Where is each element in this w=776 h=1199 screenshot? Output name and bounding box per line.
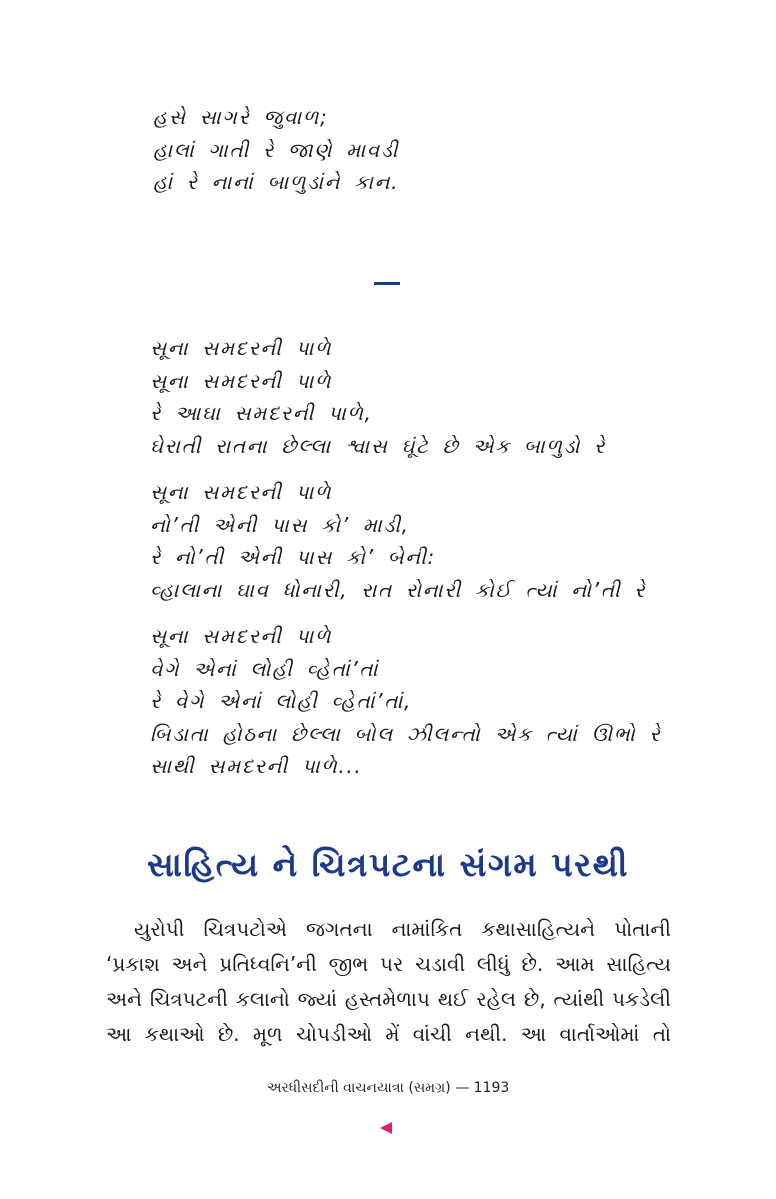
body-paragraph — [106, 912, 671, 1052]
paragraph-line: ‘પ્રકાશ અને પ્રતિધ્વનિ’ની જીભ પર ચડાવી લીધું છે. આમ સાહિત્ય — [106, 952, 671, 976]
section-heading: સાહિત્ય ને ચિત્રપટના સંગમ પરથી — [147, 845, 629, 884]
poem-line: બિડાતા હોઠના છેલ્લા બોલ ઝીલન્તો એક ત્યાં ઊભો રે — [150, 721, 662, 746]
poem-line: રે નો’તી એની પાસ કો’ બેની: — [150, 545, 436, 569]
poem-stanza-2 — [150, 476, 646, 606]
poem-stanza-3 — [150, 620, 661, 783]
footer-separator: — — [455, 1080, 470, 1096]
poem-line: રે વેગે એનાં લોહી વ્હેતાં’તાં, — [150, 689, 412, 713]
section-divider — [374, 282, 400, 285]
poem-line: સૂના સમદરની પાળે — [150, 368, 333, 393]
paragraph-line: આ કથાઓ છે. મૂળ ચોપડીઓ મેં વાંચી નથી. આ વાર્તાઓમાં તો — [106, 1022, 671, 1046]
poem-line: વ્હાલાના ઘાવ ધોનારી, રાત રોનારી કોઈ ત્યાં નો’તી રે — [150, 577, 647, 602]
poem-line: વેગે એનાં લોહી વ્હેતાં’તાં — [150, 656, 380, 681]
poem-line: હાલાં ગાતી રે જાણે માવડી — [153, 137, 400, 162]
poem-line: સૂના સમદરની પાળે — [150, 624, 333, 648]
paragraph-line: અને ચિત્રપટની કલાનો જ્યાં હસ્તમેળાપ થઈ રહેલ છે, ત્યાંથી પકડેલી — [106, 987, 671, 1011]
footer-book-title: અરધીસદીની વાચનયાત્રા (સમગ્ર) — [266, 1080, 451, 1096]
poem-line: હસે સાગરે જુવાળ; — [153, 105, 329, 129]
poem-line: ઘેરાતી રાતના છેલ્લા શ્વાસ ઘૂંટે છે એક બાળુડો રે — [150, 433, 606, 458]
poem-line: નો’તી એની પાસ કો’ માડી, — [150, 512, 410, 537]
poem-line: રે આઘા સમદરની પાળે, — [150, 401, 373, 425]
paragraph-line: યુરોપી ચિત્રપટોએ જગતના નામાંકિત કથાસાહિત્યને પોતાની — [134, 917, 671, 941]
poem-line: સાથી સમદરની પાળે... — [150, 754, 363, 778]
poem-line: સૂના સમદરની પાળે — [150, 480, 333, 504]
page-number: 1193 — [473, 1080, 510, 1096]
poem-line: સૂના સમદરની પાળે — [150, 336, 333, 360]
poem-line: હાં રે નાનાં બાળુડાંને કાન. — [153, 170, 400, 194]
poem-stanza-1 — [150, 332, 606, 462]
left-triangle-icon — [380, 1122, 392, 1134]
poem-stanza-top — [153, 101, 399, 199]
page-footer — [0, 1080, 776, 1096]
